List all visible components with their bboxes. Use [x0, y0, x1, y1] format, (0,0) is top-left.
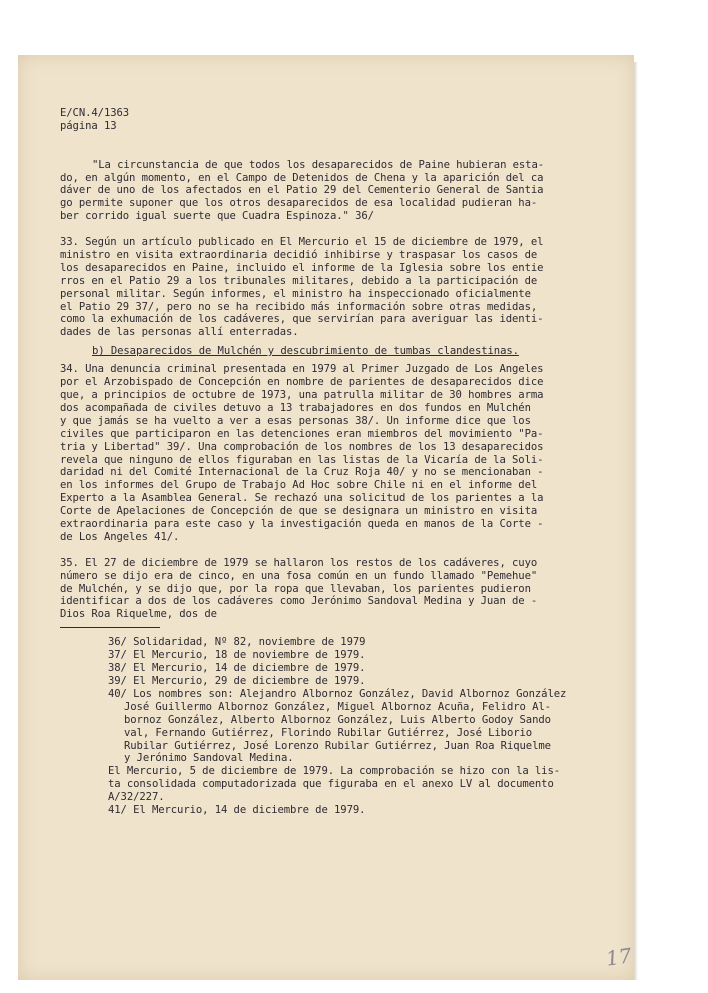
- quote-line: "La circunstancia de que todos los desaparecidos de Paine hubieran esta-: [92, 158, 545, 171]
- footnote-continuation: y Jerónimo Sandoval Medina.: [124, 752, 294, 765]
- para-line: por el Arzobispado de Concepción en nombre de parientes de desaparecidos dice: [60, 376, 544, 389]
- para-line: de Mulchén, y se dijo que, por la ropa que llevaban, los parientes pudieron: [60, 582, 531, 595]
- para-line: Dios Roa Riquelme, dos de: [60, 608, 217, 621]
- footnote: 40/ Los nombres son: Alejandro Albornoz González, David Albornoz González: [108, 687, 567, 700]
- page-label: página 13: [60, 119, 117, 132]
- footnote-separator: [60, 627, 160, 628]
- footnote-continuation: ta consolidada computadorizada que figuraba en el anexo LV al documento: [108, 778, 554, 791]
- footnote: 37/ El Mercurio, 18 de noviembre de 1979.: [108, 649, 366, 662]
- para-line: dades de las personas allí enterradas.: [60, 326, 299, 339]
- para-line: Experto a la Asamblea General. Se rechazó una solicitud de los parientes a la: [60, 492, 544, 505]
- footnote-continuation: bornoz González, Alberto Albornoz González, Luis Alberto Godoy Sando: [124, 713, 551, 726]
- para-line: Corte de Apelaciones de Concepción de que se designara un ministro en visita: [60, 505, 538, 518]
- para-line: y que jamás se ha vuelto a ver a esas personas 38/. Un informe dice que los: [60, 414, 531, 427]
- para-line: extraordinaria para este caso y la investigación queda en manos de la Corte -: [60, 518, 544, 531]
- document-body: [60, 107, 600, 817]
- para-line: rros en el Patio 29 a los tribunales militares, debido a la participación de: [60, 274, 538, 287]
- para-line: que, a principios de octubre de 1973, una patrulla militar de 30 hombres arma: [60, 388, 544, 401]
- page-edge-shadow: [634, 62, 638, 980]
- quote-line: ber corrido igual suerte que Cuadra Espinoza." 36/: [60, 210, 374, 223]
- doc-code: E/CN.4/1363: [60, 107, 130, 119]
- para-line: 34. Una denuncia criminal presentada en 1979 al Primer Juzgado de Los Angeles: [60, 363, 544, 376]
- paragraph-35: [60, 557, 600, 622]
- para-line: de Los Angeles 41/.: [60, 530, 180, 543]
- para-line: daridad ni del Comité Internacional de la Cruz Roja 40/ y no se mencionaban -: [60, 466, 544, 479]
- footnote: 41/ El Mercurio, 14 de diciembre de 1979.: [108, 804, 366, 817]
- para-line: personal militar. Según informes, el ministro ha inspeccionado oficialmente: [60, 287, 531, 300]
- para-line: revela que ninguno de ellos figuraban en las listas de la Vicaría de la Soli-: [60, 453, 544, 466]
- para-line: los desaparecidos en Paine, incluido el informe de la Iglesia sobre los entie: [60, 261, 544, 274]
- para-line: dos acompañada de civiles detuvo a 13 trabajadores en dos fundos en Mulchén: [60, 401, 531, 414]
- quote-line: do, en algún momento, en el Campo de Detenidos de Chena y la aparición del ca: [60, 171, 544, 184]
- handwritten-page-number: 17: [604, 943, 633, 971]
- para-line: 33. Según un artículo publicado en El Mercurio el 15 de diciembre de 1979, el: [60, 236, 544, 249]
- para-line: tria y Libertad" 39/. Una comprobación de los nombres de los 13 desaparecidos: [60, 440, 544, 453]
- footnote: 39/ El Mercurio, 29 de diciembre de 1979.: [108, 675, 366, 687]
- para-line: 35. El 27 de diciembre de 1979 se hallaron los restos de los cadáveres, cuyo: [60, 556, 538, 569]
- para-line: el Patio 29 37/, pero no se ha recibido más información sobre otras medidas,: [60, 300, 538, 313]
- quote-line: dáver de uno de los afectados en el Patio 29 del Cementerio General de Santia: [60, 184, 544, 197]
- para-line: en los informes del Grupo de Trabajo Ad Hoc sobre Chile ni en el informe del: [60, 479, 538, 492]
- document-page: [18, 55, 634, 980]
- footnote: 38/ El Mercurio, 14 de diciembre de 1979.: [108, 662, 366, 675]
- quote-paragraph: [60, 159, 600, 224]
- para-line: como la exhumación de los cadáveres, que servirían para averiguar las identi-: [60, 313, 544, 326]
- paragraph-33: [60, 236, 600, 339]
- para-line: civiles que participaron en las detenciones eran miembros del movimiento "Pa-: [60, 427, 544, 440]
- para-line: número se dijo era de cinco, en una fosa común en un fundo llamado "Pemehue": [60, 569, 538, 582]
- para-line: identificar a dos de los cadáveres como Jerónimo Sandoval Medina y Juan de -: [60, 595, 538, 608]
- footnote-continuation: José Guillermo Albornoz González, Miguel Albornoz Acuña, Felidro Al-: [124, 700, 551, 713]
- quote-line: go permite suponer que los otros desaparecidos de esa localidad pudieran ha-: [60, 197, 538, 210]
- footnote-continuation: El Mercurio, 5 de diciembre de 1979. La comprobación se hizo con la lis-: [108, 765, 561, 778]
- paragraph-34: [60, 363, 600, 544]
- footnotes: [60, 636, 600, 817]
- footnote-continuation: val, Fernando Gutiérrez, Florindo Rubilar Gutiérrez, José Liborio: [124, 726, 533, 739]
- footnote: 36/ Solidaridad, Nº 82, noviembre de 1979: [108, 636, 366, 649]
- para-line: ministro en visita extraordinaria decidió inhibirse y traspasar los casos de: [60, 248, 538, 261]
- footnote-continuation: Rubilar Gutiérrez, José Lorenzo Rubilar Gutiérrez, Juan Roa Riquelme: [124, 739, 551, 752]
- footnote-continuation: A/32/227.: [108, 791, 165, 804]
- section-subheading: b) Desaparecidos de Mulchén y descubrimiento de tumbas clandestinas.: [92, 345, 519, 358]
